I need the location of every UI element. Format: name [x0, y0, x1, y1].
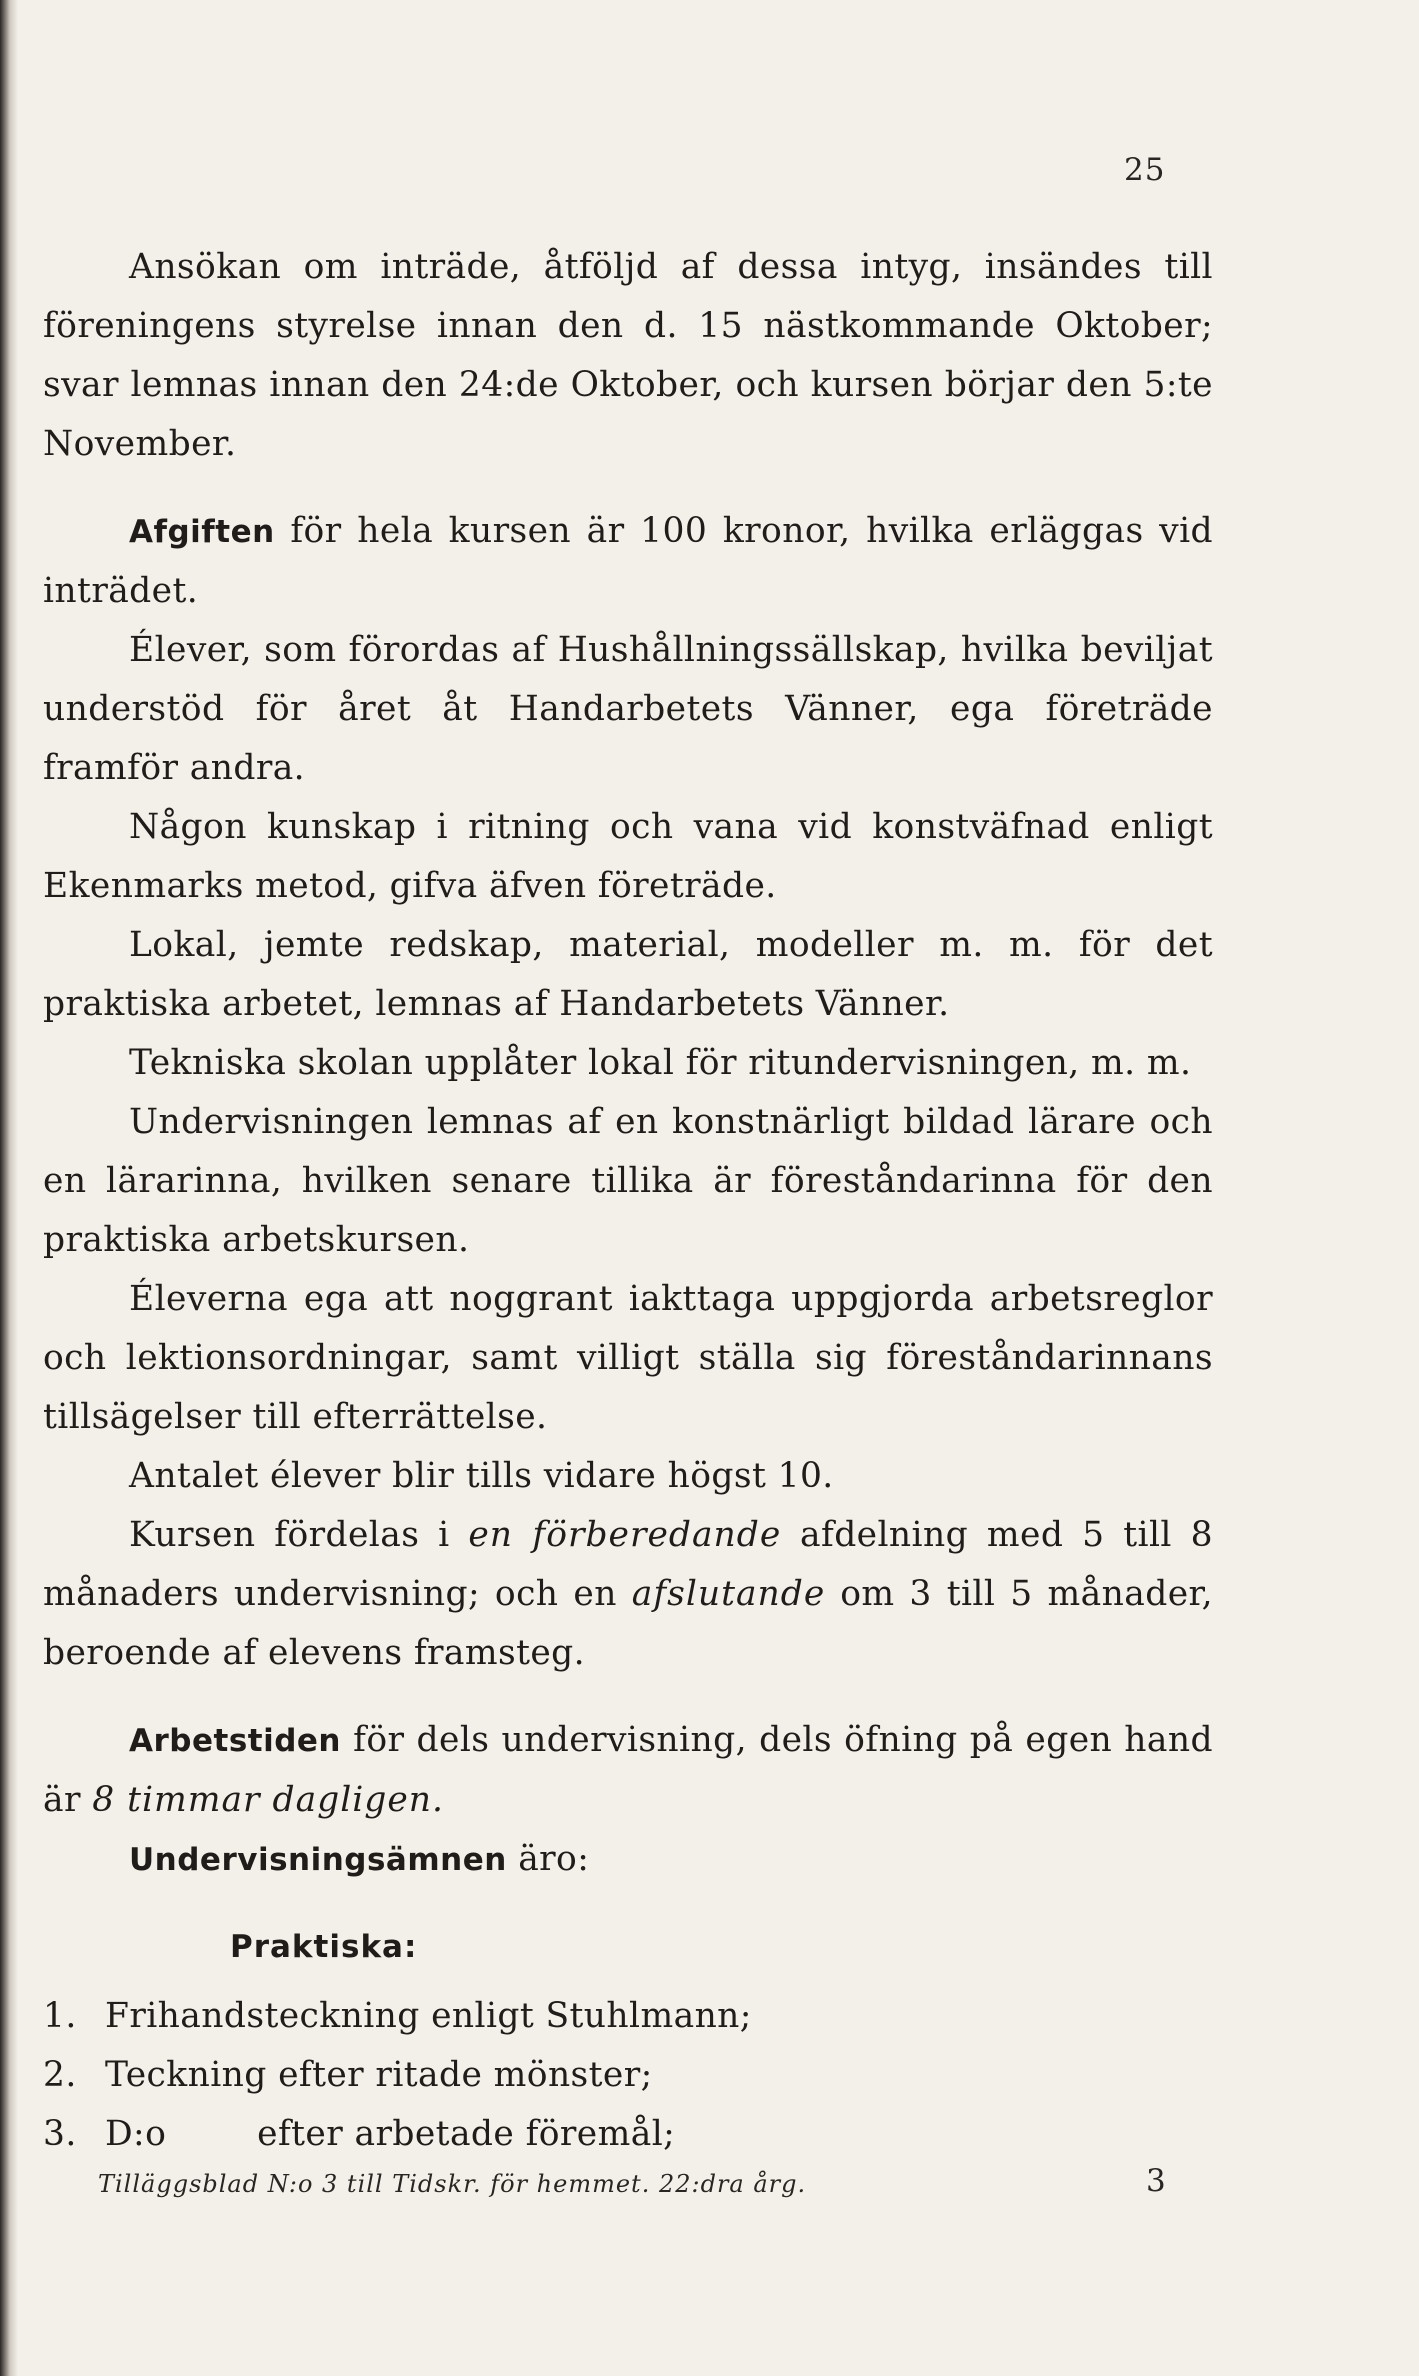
- course-concluding: afslutande: [631, 1574, 826, 1614]
- page-number: 25: [1124, 152, 1166, 188]
- practical-list: [43, 1987, 1213, 2164]
- working-hours-lead-word: Arbetstiden: [129, 1723, 341, 1759]
- list-item-number: 1.: [43, 1996, 77, 2036]
- paragraph-technical-school: Tekniska skolan upplåter lokal för ritundervisningen, m. m.: [129, 1043, 1192, 1083]
- paragraph-drawing-knowledge: Någon kunskap i ritning och vana vid konstväfnad enligt Ekenmarks metod, gifva äfven företräde.: [43, 807, 1213, 906]
- course-text-a: Kursen fördelas i: [129, 1515, 469, 1555]
- list-item-number: 2.: [43, 2055, 77, 2095]
- paragraph-teaching: Undervisningen lemnas af en konstnärligt bildad lärare och en lärarinna, hvilken senare tillika är föreståndarinna för den praktiska arbetskursen.: [43, 1102, 1213, 1260]
- subjects-heading: [43, 1830, 1213, 1890]
- list-item: [43, 1987, 1213, 2046]
- paragraph-rules: Éleverna ega att noggrant iakttaga uppgjorda arbetsreglor och lektionsordningar, samt villigt ställa sig föreståndarinnans tillsägelser till efterrättelse.: [43, 1279, 1213, 1437]
- body-text: [43, 238, 1213, 2164]
- subjects-heading-label: Undervisningsämnen: [129, 1842, 507, 1878]
- course-text-b: afdelning med 5 till 8 månaders undervisning; och en: [43, 1515, 1214, 1614]
- paragraph-pupils-preference: Élever, som förordas af Hushållningssällskap, hvilka beviljat understöd för året åt Handarbetets Vänner, ega företräde framför andra.: [43, 630, 1213, 788]
- list-item: [43, 2105, 1213, 2164]
- list-item-text: Frihandsteckning enligt Stuhlmann;: [105, 1996, 752, 2036]
- working-hours-text: för dels undervisning, dels öfning på egen hand är: [43, 1720, 1213, 1820]
- paragraph-pupil-count: Antalet élever blir tills vidare högst 10.: [129, 1456, 834, 1496]
- paragraph-course-division: [43, 1506, 1213, 1683]
- paragraph-fee: [43, 502, 1213, 621]
- list-item-number: 3.: [43, 2114, 77, 2154]
- list-item-text: D:o efter arbetade föremål;: [105, 2114, 676, 2154]
- course-text-c: om 3 till 5 månader, beroende af elevens framsteg.: [43, 1574, 1213, 1673]
- list-item: [43, 2046, 1213, 2105]
- signature-mark: 3: [1146, 2163, 1166, 2199]
- list-item-text: Teckning efter ritade mönster;: [105, 2055, 653, 2095]
- footer-imprint: Tilläggsblad N:o 3 till Tidskr. för hemmet. 22:dra årg.: [98, 2170, 807, 2198]
- practical-heading: Praktiska:: [230, 1929, 418, 1965]
- course-preparatory: en förberedande: [468, 1515, 782, 1555]
- fee-lead-word: Afgiften: [129, 514, 275, 550]
- subjects-heading-suffix: äro:: [506, 1839, 590, 1879]
- paragraph-application: Ansökan om inträde, åtföljd af dessa intyg, insändes till föreningens styrelse innan den d. 15 nästkommande Oktober; svar lemnas innan den 24:de Oktober, och kursen börjar den 5:te November.: [43, 247, 1213, 464]
- fee-text: för hela kursen är 100 kronor, hvilka erläggas vid inträdet.: [43, 511, 1213, 611]
- paragraph-premises: Lokal, jemte redskap, material, modeller m. m. för det praktiska arbetet, lemnas af Handarbetets Vänner.: [43, 925, 1213, 1024]
- working-hours-emphasis: 8 timmar dagligen.: [92, 1780, 444, 1820]
- paragraph-working-hours: [43, 1711, 1213, 1830]
